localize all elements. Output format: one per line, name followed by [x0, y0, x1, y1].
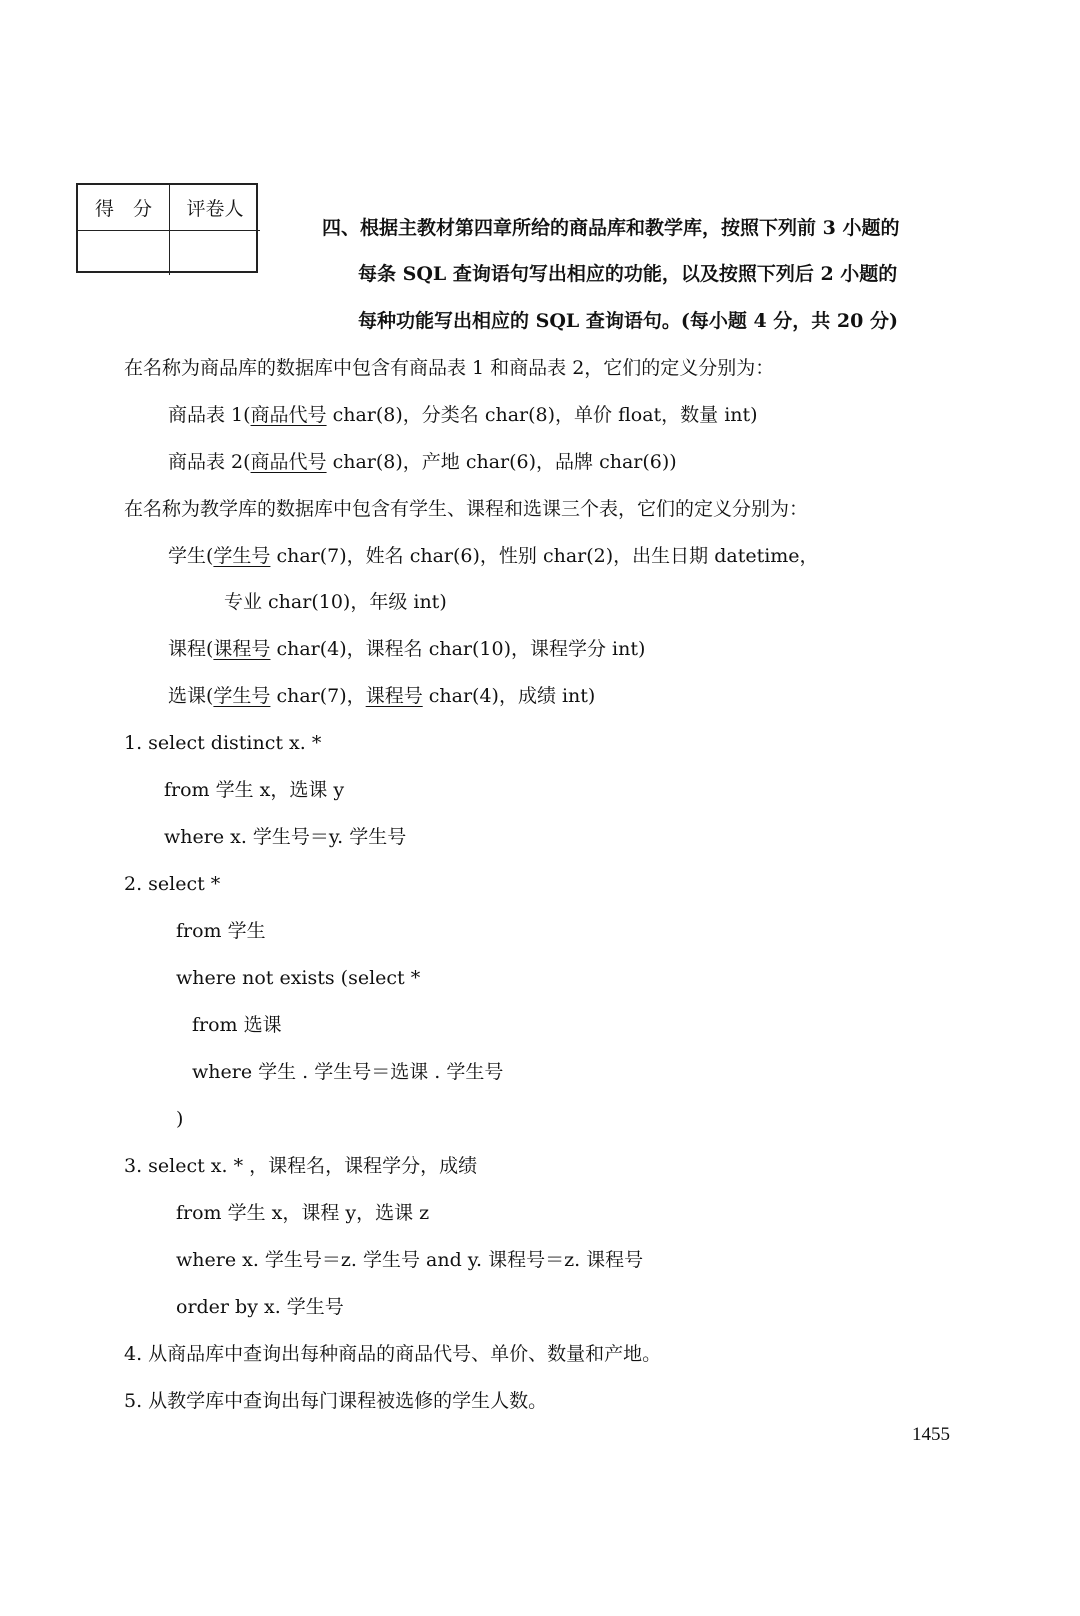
- q4-text: 4. 从商品库中查询出每种商品的商品代号、单价、数量和产地。: [124, 1343, 662, 1365]
- question-title-line1: 四、根据主教材第四章所给的商品库和教学库，按照下列前 3 小题的: [322, 217, 900, 239]
- question-title-line2: 每条 SQL 查询语句写出相应的功能，以及按照下列后 2 小题的: [358, 263, 898, 285]
- q1-line3: where x. 学生号＝y. 学生号: [164, 826, 407, 848]
- course-table-key: 课程号: [213, 638, 271, 660]
- goods-db-intro: 在名称为商品库的数据库中包含有商品表 1 和商品表 2，它们的定义分别为：: [124, 357, 775, 379]
- goods-table2-def: [168, 449, 677, 475]
- teach-db-intro: 在名称为教学库的数据库中包含有学生、课程和选课三个表，它们的定义分别为：: [124, 498, 809, 520]
- score-value-cell: [78, 231, 170, 275]
- q2-line4: from 选课: [192, 1014, 282, 1036]
- q2-line5: where 学生 . 学生号＝选课 . 学生号: [192, 1061, 504, 1083]
- goods-table1-key: 商品代号: [250, 404, 327, 426]
- student-table-rest: char(7)，姓名 char(6)，性别 char(2)，出生日期 datetime，: [270, 545, 819, 567]
- q2-line2: from 学生: [176, 920, 266, 942]
- q2-line6: ): [176, 1108, 184, 1130]
- q2-line3: where not exists (select *: [176, 967, 421, 989]
- selection-table-key2: 课程号: [365, 685, 423, 707]
- student-table-key: 学生号: [213, 545, 271, 567]
- selection-table-prefix: 选课(: [168, 685, 214, 707]
- student-table-def: [168, 543, 819, 569]
- q5-text: 5. 从教学库中查询出每门课程被选修的学生人数。: [124, 1390, 548, 1412]
- score-table: [76, 183, 258, 273]
- student-table-def-cont: 专业 char(10)，年级 int): [224, 591, 447, 613]
- selection-table-rest: char(4)，成绩 int): [422, 685, 596, 707]
- q3-line1: 3. select x. * ，课程名，课程学分，成绩: [124, 1155, 478, 1177]
- question-title-line3: 每种功能写出相应的 SQL 查询语句。(每小题 4 分，共 20 分): [358, 310, 898, 332]
- goods-table2-prefix: 商品表 2(: [168, 451, 251, 473]
- selection-table-key1: 学生号: [213, 685, 271, 707]
- q3-line3: where x. 学生号＝z. 学生号 and y. 课程号＝z. 课程号: [176, 1249, 644, 1271]
- goods-table2-rest: char(8)，产地 char(6)，品牌 char(6)): [326, 451, 677, 473]
- course-table-rest: char(4)，课程名 char(10)，课程学分 int): [270, 638, 646, 660]
- score-header: 得 分: [78, 185, 170, 231]
- goods-table1-prefix: 商品表 1(: [168, 404, 251, 426]
- grader-value-cell: [170, 231, 260, 275]
- q3-line4: order by x. 学生号: [176, 1296, 344, 1318]
- q1-line1: 1. select distinct x. *: [124, 732, 322, 754]
- student-table-prefix: 学生(: [168, 545, 214, 567]
- course-table-prefix: 课程(: [168, 638, 214, 660]
- goods-table1-def: [168, 402, 758, 428]
- selection-table-def: [168, 683, 595, 709]
- course-table-def: [168, 636, 645, 662]
- q1-line2: from 学生 x，选课 y: [164, 779, 345, 801]
- goods-table2-key: 商品代号: [250, 451, 327, 473]
- q2-line1: 2. select *: [124, 873, 221, 895]
- q3-line2: from 学生 x，课程 y，选课 z: [176, 1202, 430, 1224]
- page-number: 1455: [912, 1424, 950, 1445]
- goods-table1-rest: char(8)，分类名 char(8)，单价 float，数量 int): [326, 404, 758, 426]
- selection-table-mid: char(7)，: [270, 685, 366, 707]
- grader-header: 评卷人: [170, 185, 260, 231]
